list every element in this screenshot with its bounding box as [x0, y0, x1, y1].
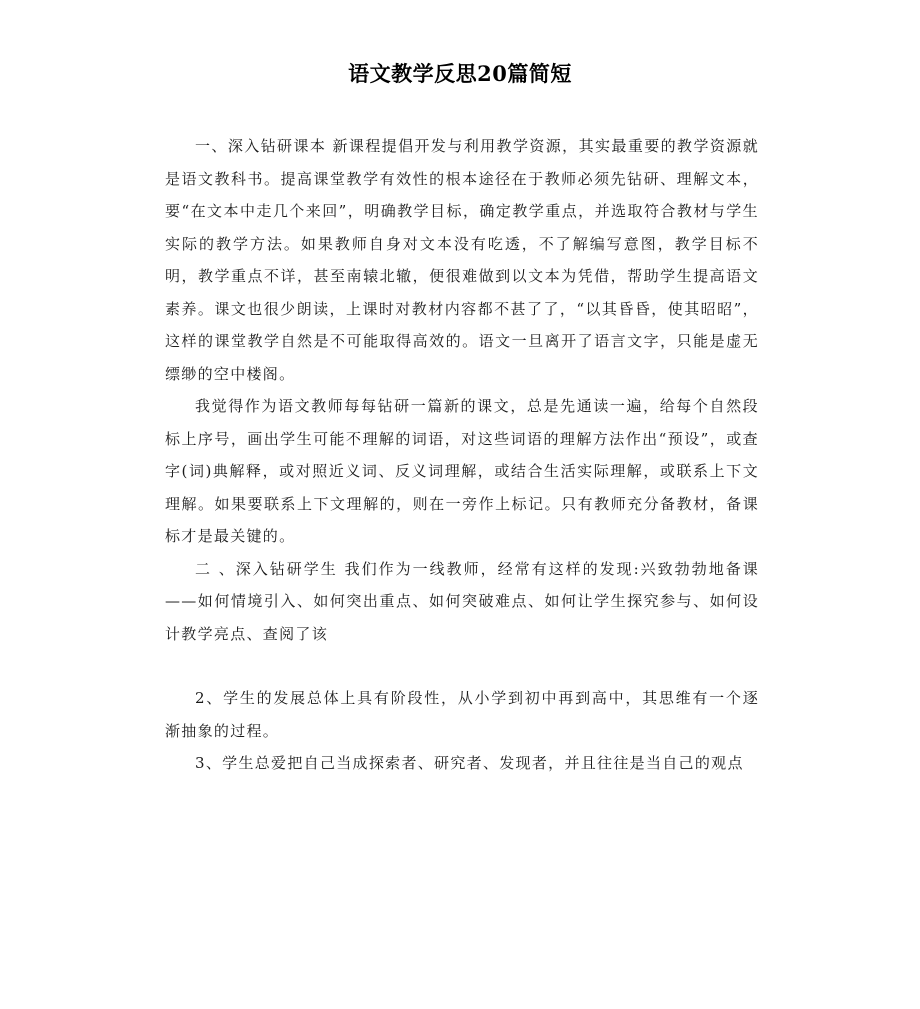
document-body [165, 130, 759, 780]
paragraph-preparation: 我觉得作为语文教师每每钻研一篇新的课文，总是先通读一遍，给每个自然段标上序号，画出学生可能不理解的词语，对这些词语的理解方法作出“预设”，或查字(词)典解释，或对照近义词、反义词理解，或结合生活实际理解，或联系上下文理解。如果要联系上下文理解的，则在一旁作上标记。只有教师充分备教材，备课标才是最关键的。 [165, 397, 759, 545]
paragraph-gap [165, 650, 759, 682]
paragraph-section-two: 二 、深入钻研学生 我们作为一线教师，经常有这样的发现:兴致勃勃地备课——如何情境引入、如何突出重点、如何突破难点、如何让学生探究参与、如何设计教学亮点、查阅了该 [165, 559, 759, 643]
paragraph-point-2: 2、学生的发展总体上具有阶段性，从小学到初中再到高中，其思维有一个逐渐抽象的过程。 [165, 689, 759, 740]
paragraph-point-3: 3、学生总爱把自己当成探索者、研究者、发现者，并且往往是当自己的观点 [195, 754, 744, 772]
paragraph-section-one: 一、深入钻研课本 新课程提倡开发与利用教学资源，其实最重要的教学资源就是语文教科书。提高课堂教学有效性的根本途径在于教师必须先钻研、理解文本，要“在文本中走几个来回”，明确教学目标，确定教学重点，并选取符合教材与学生实际的教学方法。如果教师自身对文本没有吃透，不了解编写意图，教学目标不明，教学重点不详，甚至南辕北辙，便很难做到以文本为凭借，帮助学生提高语文素养。课文也很少朗读，上课时对教材内容都不甚了了，“以其昏昏，使其昭昭”，这样的课堂教学自然是不可能取得高效的。语文一旦离开了语言文字，只能是虚无缥缈的空中楼阁。 [165, 137, 759, 383]
document-title: 语文教学反思20篇简短 [348, 61, 572, 86]
